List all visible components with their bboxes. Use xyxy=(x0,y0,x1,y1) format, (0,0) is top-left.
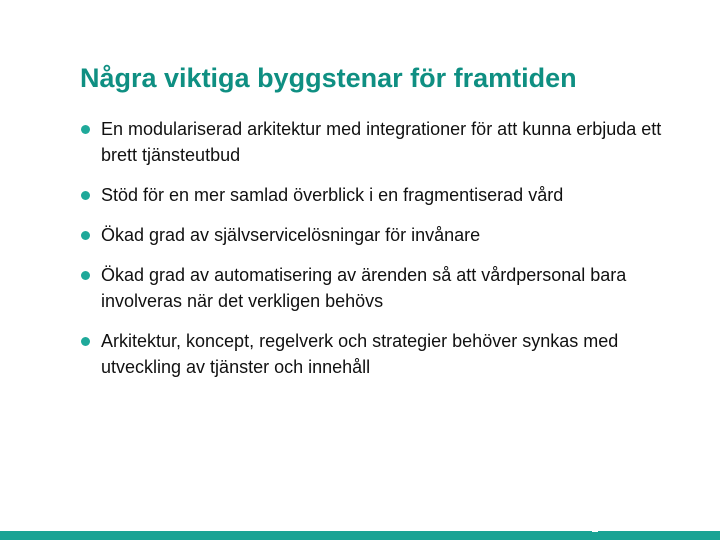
bullet-dot-icon xyxy=(81,271,90,280)
bullet-text: Stöd för en mer samlad överblick i en fragmentiserad vård xyxy=(101,185,564,205)
bullet-dot-icon xyxy=(81,337,90,346)
slide-title: Några viktiga byggstenar för framtiden xyxy=(80,63,577,93)
bullet-list xyxy=(80,116,680,394)
bullet-item xyxy=(80,116,680,168)
bullet-text: Ökad grad av självservicelösningar för invånare xyxy=(101,225,481,245)
bullet-item xyxy=(80,328,680,380)
bullet-text: Arkitektur, koncept, regelverk och strategier behöver synkas med utveckling av tjänster och innehåll xyxy=(101,331,619,377)
bullet-item xyxy=(80,262,680,314)
bullet-dot-icon xyxy=(81,125,90,134)
bullet-item xyxy=(80,222,680,248)
bullet-item xyxy=(80,182,680,208)
bullet-text: Ökad grad av automatisering av ärenden så att vårdpersonal bara involveras när det verkligen behövs xyxy=(101,265,627,311)
footer-accent-bar xyxy=(0,531,720,540)
bullet-dot-icon xyxy=(81,231,90,240)
bullet-dot-icon xyxy=(81,191,90,200)
bullet-text: En modulariserad arkitektur med integrationer för att kunna erbjuda ett brett tjänsteutbud xyxy=(101,119,662,165)
footer-bar-notch xyxy=(592,530,598,532)
